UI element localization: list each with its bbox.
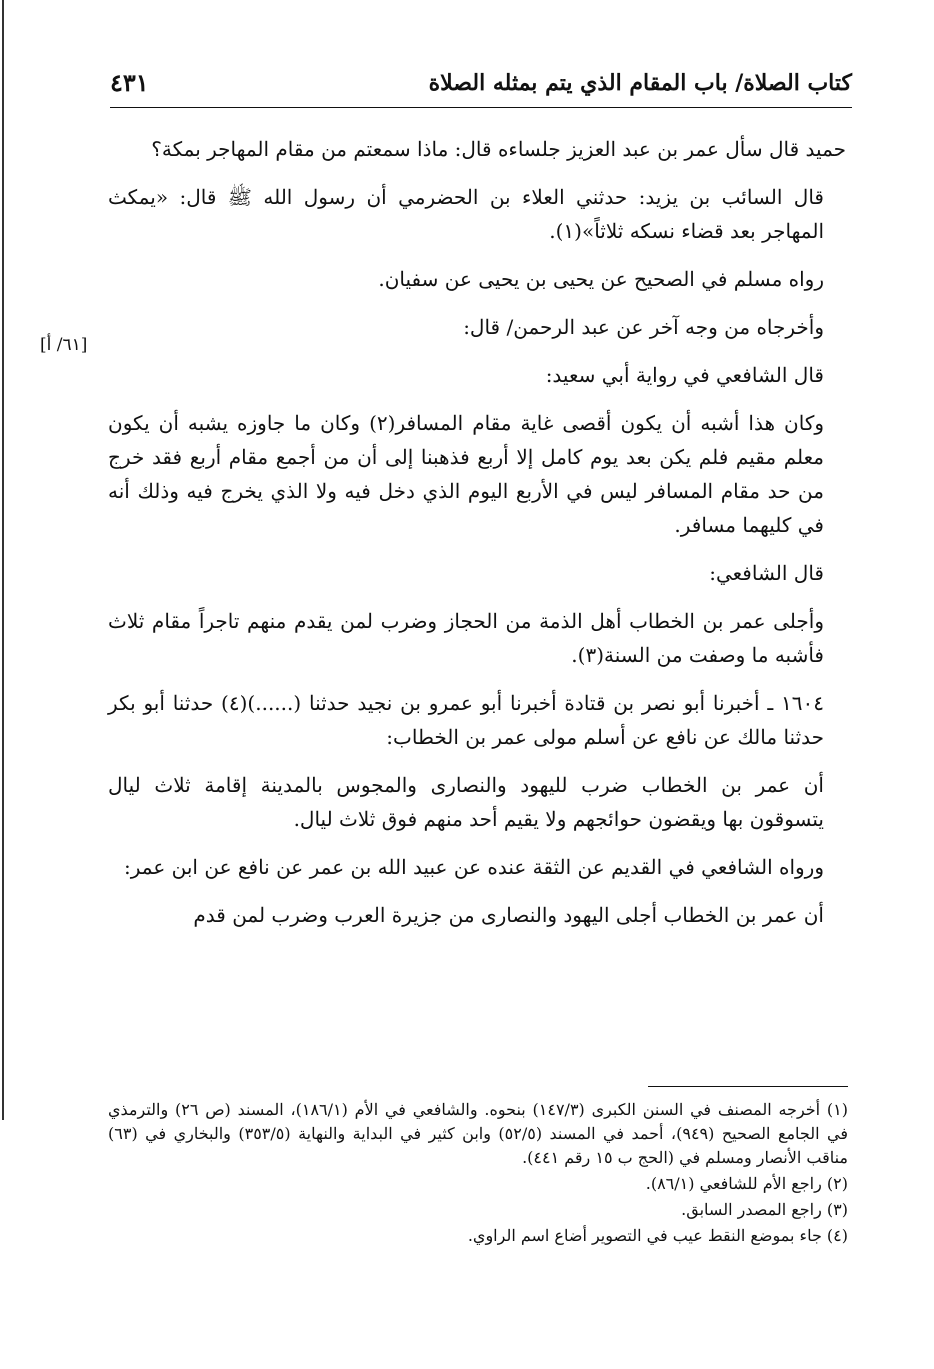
footnote: (٤) جاء بموضع النقط عيب في التصوير أضاع اسم الراوي. (467, 1226, 848, 1245)
paragraph: قال الشافعي في رواية أبي سعيد: (545, 363, 824, 387)
paragraph: وكان هذا أشبه أن يكون أقصى غاية مقام المسافر(٢) وكان ما جاوزه يشبه أن يكون معلم مقيم فلم يكن بعد يوم كامل إلا أربع فذهبنا إلى أن من أجمع مقام أربع فقد خرج من حد مقام المسافر ليس في الأربع اليوم الذي دخل فيه ولا الذي يخرج فيه وذلك أنه في كليهما مسافر. (108, 411, 824, 537)
manuscript-folio-ref: [٦١/ أ] (40, 335, 88, 355)
footnote: (١) أخرجه المصنف في السنن الكبرى (١٤٧/٣) بنحوه. والشافعي في الأم (١٨٦/١)، المسند (ص ٢٦) والترمذي في الجامع الصحيح (٩٤٩)، أحمد في المسند (٥٢/٥) وابن كثير في البداية والنهاية (٣٥٣/٥) والبخاري في (٦٣) مناقب الأنصار ومسلم في (الحج ب ١٥ رقم ٤٤١). (108, 1100, 849, 1167)
paragraph: أن عمر بن الخطاب أجلى اليهود والنصارى من جزيرة العرب وضرب لمن قدم (193, 903, 824, 927)
paragraph: رواه مسلم في الصحيح عن يحيى بن يحيى عن سفيان. (378, 267, 824, 291)
page-number: ٤٣١ (110, 68, 149, 97)
page-header (110, 68, 852, 106)
paragraph: ورواه الشافعي في القديم عن الثقة عنده عن عبيد الله بن عمر عن نافع عن ابن عمر: (124, 855, 824, 879)
paragraph: قال السائب بن يزيد: حدثني العلاء بن الحضرمي أن رسول الله ﷺ قال: «يمكث المهاجر بعد قضاء نسكه ثلاثاً»(١). (108, 185, 824, 243)
chapter-title: كتاب الصلاة/ باب المقام الذي يتم بمثله الصلاة (428, 70, 852, 96)
footnote: (٢) راجع الأم للشافعي (٨٦/١). (645, 1174, 848, 1193)
main-text (108, 132, 846, 946)
paragraph: قال الشافعي: (709, 561, 824, 585)
footnotes (108, 1098, 848, 1250)
header-divider (110, 107, 852, 108)
paragraph: حميد قال سأل عمر بن عبد العزيز جلساءه قال: ماذا سمعتم من مقام المهاجر بمكة؟ (151, 137, 846, 161)
paragraph: وأجلى عمر بن الخطاب أهل الذمة من الحجاز وضرب لمن يقدم منهم تاجراً مقام ثلاث فأشبه ما وصفت من السنة(٣). (108, 609, 824, 667)
scan-edge-line (2, 0, 4, 1120)
paragraph: وأخرجاه من وجه آخر عن عبد الرحمن/ قال: (463, 315, 824, 339)
footnote-divider (648, 1086, 848, 1087)
footnote: (٣) راجع المصدر السابق. (681, 1200, 848, 1219)
paragraph: أن عمر بن الخطاب ضرب لليهود والنصارى والمجوس بالمدينة إقامة ثلاث ليال يتسوقون بها ويقضون حوائجهم ولا يقيم أحد منهم فوق ثلاث ليال. (108, 773, 824, 831)
hadith-entry: ١٦٠٤ ـ أخبرنا أبو نصر بن قتادة أخبرنا أبو عمرو بن نجيد حدثنا (......)(٤) حدثنا أبو بكر حدثنا مالك عن نافع عن أسلم مولى عمر بن الخطاب: (108, 691, 824, 749)
